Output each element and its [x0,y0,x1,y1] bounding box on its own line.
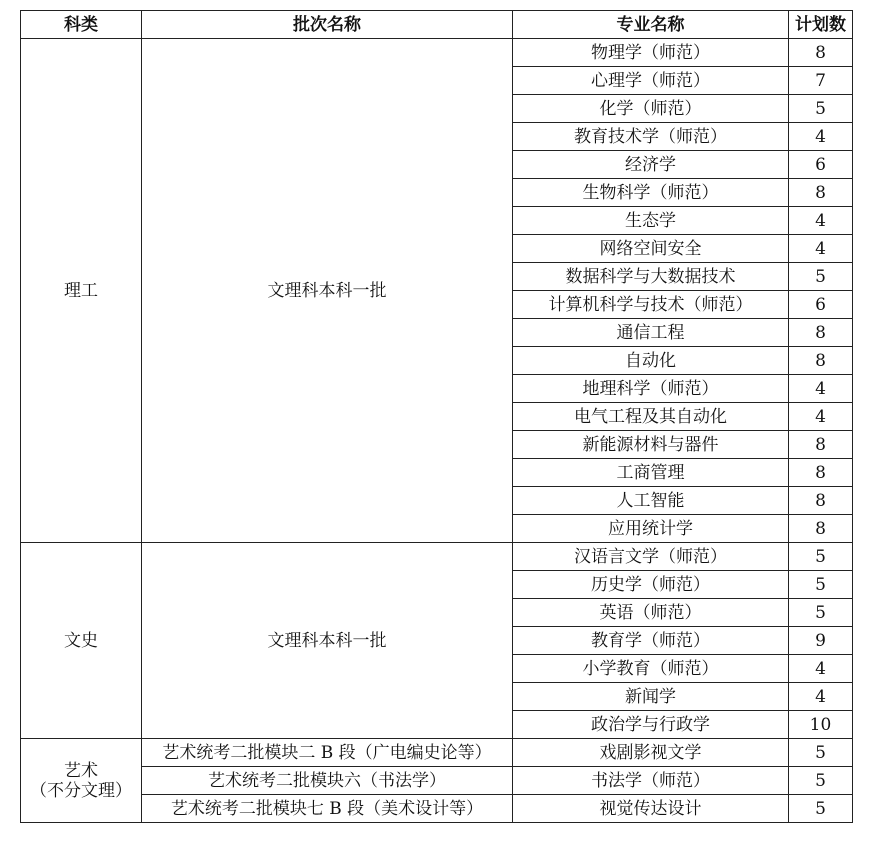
batch-cell: 文理科本科一批 [142,543,513,739]
count-cell: 8 [789,515,853,543]
count-cell: 4 [789,655,853,683]
major-cell: 经济学 [513,151,789,179]
header-count: 计划数 [789,11,853,39]
category-cell [21,39,142,543]
table-row [21,739,853,767]
count-cell: 5 [789,543,853,571]
count-cell: 5 [789,95,853,123]
major-cell: 应用统计学 [513,515,789,543]
count-cell: 8 [789,487,853,515]
category-label: 艺术 [64,760,98,781]
major-cell: 书法学（师范） [513,767,789,795]
major-cell: 英语（师范） [513,599,789,627]
major-cell: 历史学（师范） [513,571,789,599]
count-cell: 7 [789,67,853,95]
batch-cell: 文理科本科一批 [142,39,513,543]
count-cell: 4 [789,207,853,235]
count-cell: 8 [789,347,853,375]
count-cell: 4 [789,123,853,151]
major-cell: 化学（师范） [513,95,789,123]
table-body [21,39,853,823]
count-cell: 5 [789,739,853,767]
major-cell: 生物科学（师范） [513,179,789,207]
batch-cell: 艺术统考二批模块七 B 段（美术设计等） [142,795,513,823]
count-cell: 4 [789,403,853,431]
major-cell: 教育学（师范） [513,627,789,655]
table-row [21,767,853,795]
major-cell: 心理学（师范） [513,67,789,95]
count-cell: 6 [789,291,853,319]
major-cell: 自动化 [513,347,789,375]
count-cell: 4 [789,683,853,711]
category-sub-label: （不分文理） [30,780,132,801]
category-cell [21,543,142,739]
count-cell: 6 [789,151,853,179]
count-cell: 8 [789,459,853,487]
count-cell: 8 [789,319,853,347]
category-label: 文史 [64,630,98,651]
major-cell: 工商管理 [513,459,789,487]
batch-cell: 艺术统考二批模块六（书法学） [142,767,513,795]
count-cell: 5 [789,767,853,795]
count-cell: 4 [789,235,853,263]
major-cell: 汉语言文学（师范） [513,543,789,571]
count-cell: 4 [789,375,853,403]
count-cell: 5 [789,599,853,627]
table-row [21,795,853,823]
major-cell: 教育技术学（师范） [513,123,789,151]
major-cell: 物理学（师范） [513,39,789,67]
major-cell: 通信工程 [513,319,789,347]
table-row [21,543,853,571]
major-cell: 小学教育（师范） [513,655,789,683]
major-cell: 视觉传达设计 [513,795,789,823]
major-cell: 电气工程及其自动化 [513,403,789,431]
major-cell: 戏剧影视文学 [513,739,789,767]
category-cell [21,739,142,823]
major-cell: 数据科学与大数据技术 [513,263,789,291]
table-header-row [21,11,853,39]
table-row [21,39,853,67]
major-cell: 网络空间安全 [513,235,789,263]
enrollment-plan-table [20,10,853,823]
count-cell: 8 [789,431,853,459]
count-cell: 10 [789,711,853,739]
major-cell: 人工智能 [513,487,789,515]
batch-cell: 艺术统考二批模块二 B 段（广电编史论等） [142,739,513,767]
major-cell: 新能源材料与器件 [513,431,789,459]
major-cell: 生态学 [513,207,789,235]
count-cell: 8 [789,39,853,67]
major-cell: 地理科学（师范） [513,375,789,403]
major-cell: 新闻学 [513,683,789,711]
count-cell: 9 [789,627,853,655]
count-cell: 5 [789,571,853,599]
major-cell: 计算机科学与技术（师范） [513,291,789,319]
count-cell: 8 [789,179,853,207]
category-label: 理工 [64,280,98,301]
header-batch: 批次名称 [142,11,513,39]
count-cell: 5 [789,795,853,823]
header-category: 科类 [21,11,142,39]
header-major: 专业名称 [513,11,789,39]
major-cell: 政治学与行政学 [513,711,789,739]
count-cell: 5 [789,263,853,291]
